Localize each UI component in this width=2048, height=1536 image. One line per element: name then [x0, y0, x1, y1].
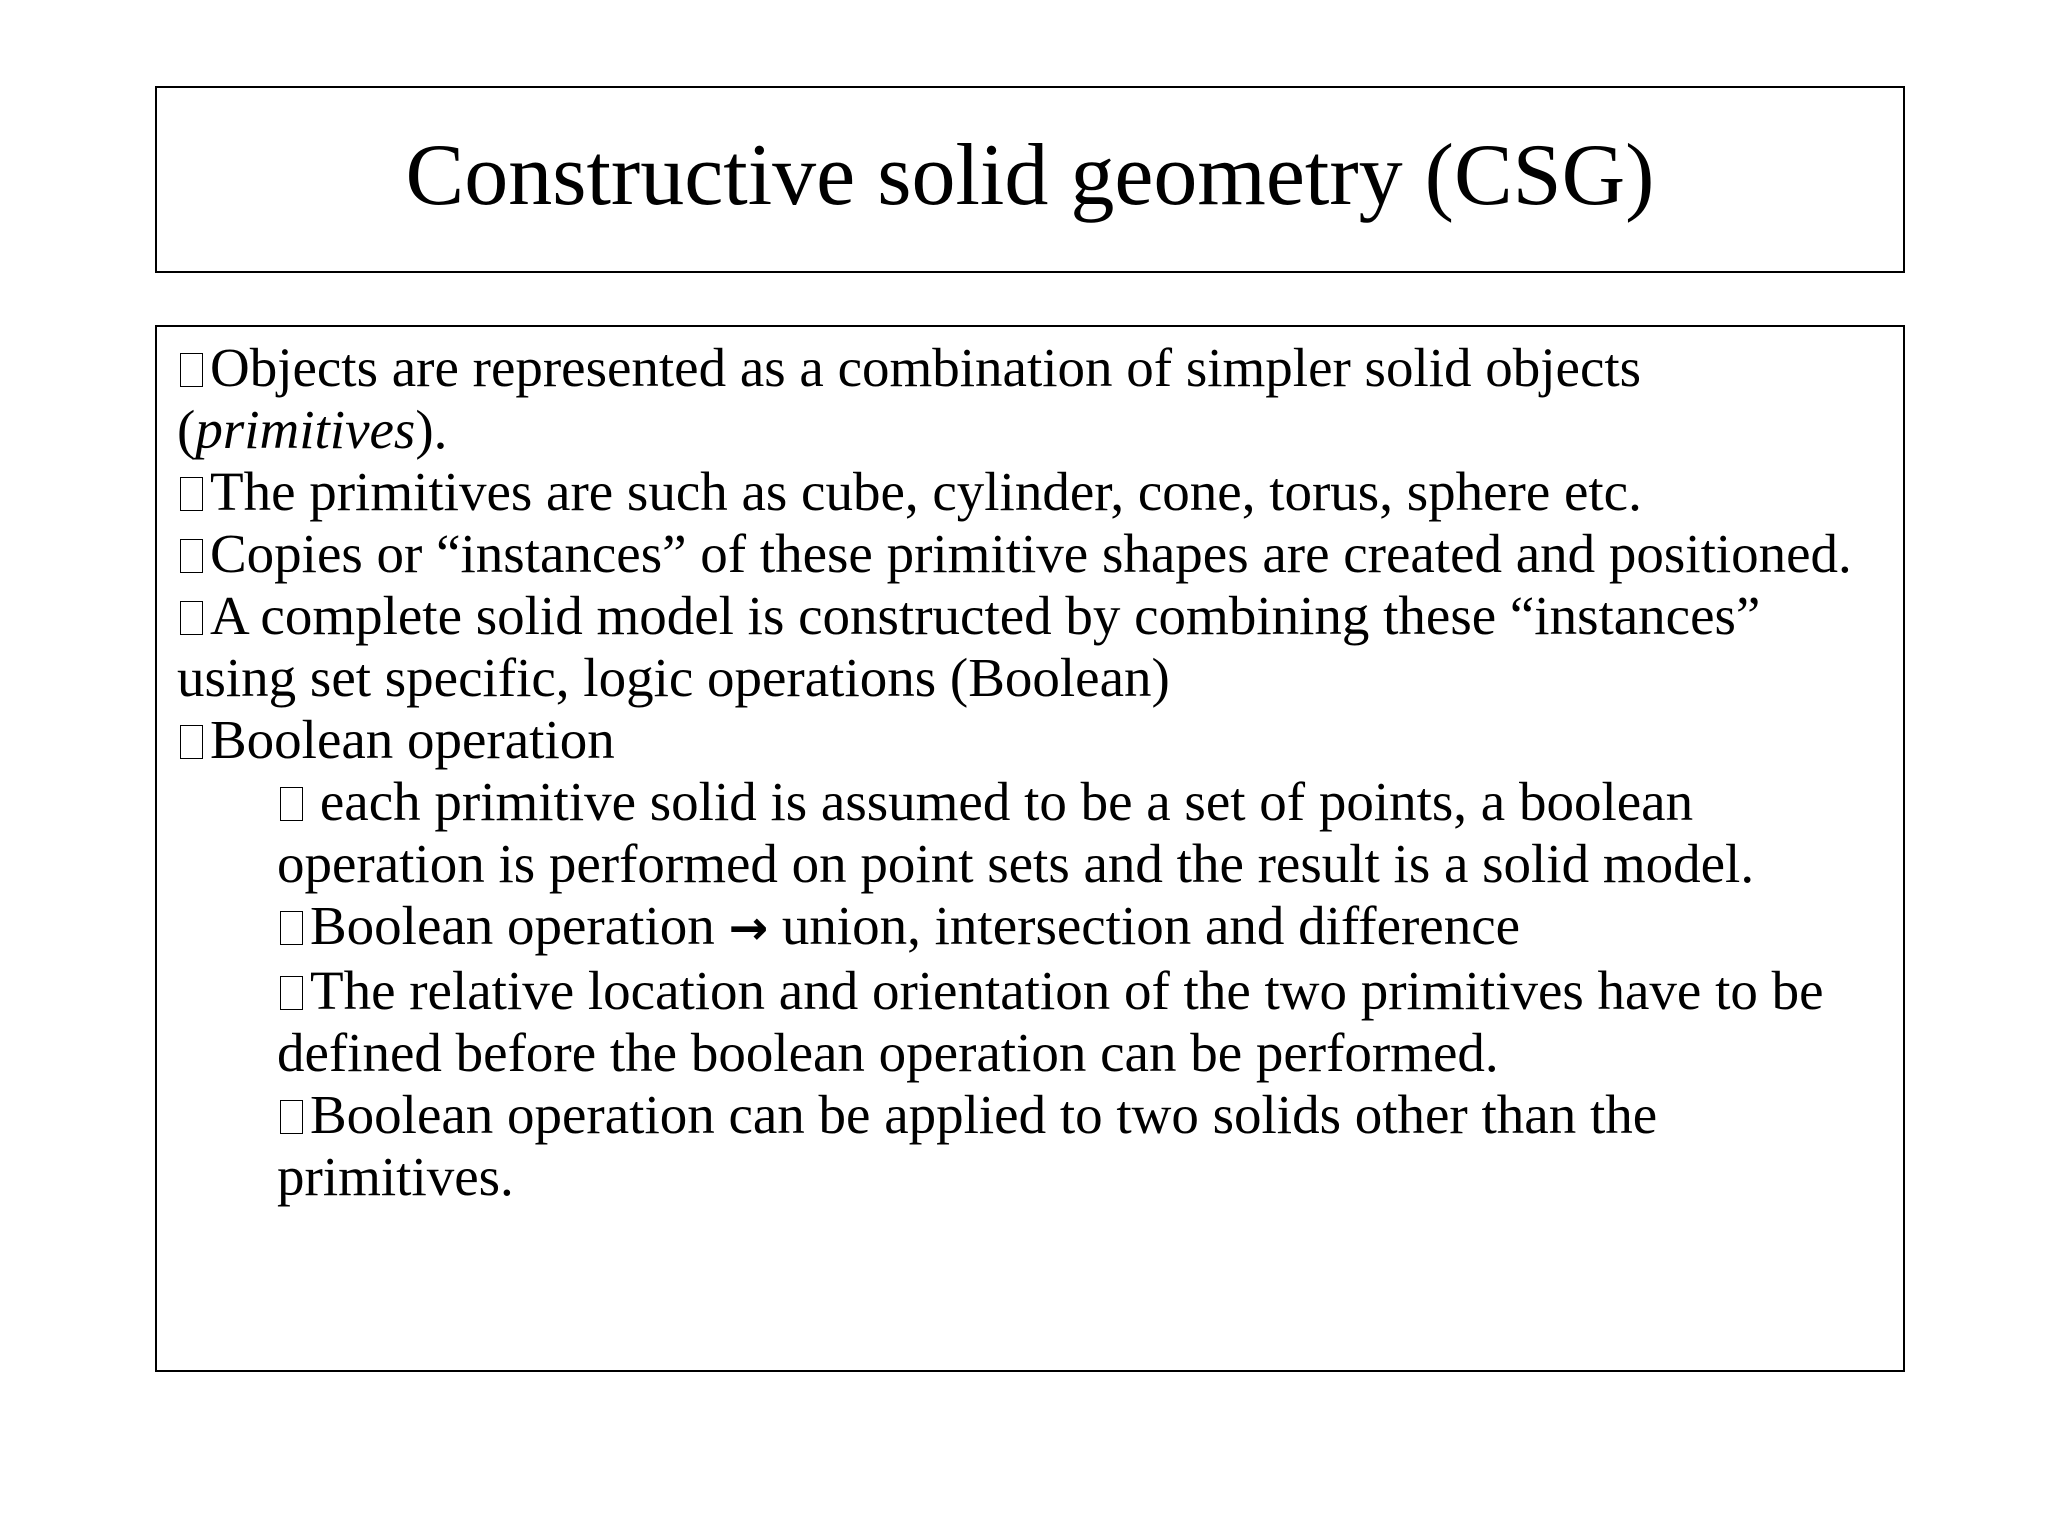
bullet-text: Boolean operation: [209, 709, 615, 770]
bullet-item-boolean-operation: [177, 709, 1882, 771]
square-bullet-icon: [180, 539, 203, 573]
bullet-item-complete-model: [177, 585, 1882, 709]
bullet-list: [177, 337, 1882, 1208]
bullet-item-primitives: [177, 461, 1882, 523]
sub-bullet-text-before: Boolean operation: [309, 895, 715, 956]
square-bullet-icon: [280, 1100, 303, 1134]
sub-bullet-item-point-sets: [177, 771, 1882, 895]
right-arrow-icon: →: [728, 901, 769, 956]
title-box: [155, 86, 1905, 273]
sub-bullet-text-after: union, intersection and difference: [781, 895, 1521, 956]
bullet-item-objects: [177, 337, 1882, 461]
square-bullet-icon: [180, 725, 203, 759]
sub-bullet-item-two-solids: [177, 1084, 1882, 1208]
sub-bullet-text: Boolean operation can be applied to two solids other than the primitives.: [277, 1084, 1658, 1207]
square-bullet-icon: [280, 911, 303, 945]
sub-bullet-text: each primitive solid is assumed to be a set of points, a boolean operation is performed on point sets and the result is a solid model.: [277, 771, 1755, 894]
bullet-text-close: ).: [415, 399, 448, 460]
content-box: [155, 325, 1905, 1372]
bullet-text: A complete solid model is constructed by combining these “instances” using set specific, logic operations (Boolean): [177, 585, 1761, 708]
bullet-text: Copies or “instances” of these primitive shapes are created and positioned.: [209, 523, 1852, 584]
square-bullet-icon: [280, 976, 303, 1010]
square-bullet-icon: [180, 601, 203, 635]
sub-bullet-item-union: [177, 895, 1882, 960]
square-bullet-icon: [180, 477, 203, 511]
bullet-item-copies: [177, 523, 1882, 585]
bullet-text: Objects are represented as a combination of simpler solid objects: [209, 337, 1642, 398]
slide-title: Constructive solid geometry (CSG): [405, 126, 1655, 224]
square-bullet-icon: [180, 353, 203, 387]
sub-bullet-item-location: [177, 960, 1882, 1084]
square-bullet-icon: [280, 787, 303, 821]
bullet-text-open-paren: (: [177, 399, 196, 460]
sub-bullet-text: The relative location and orientation of the two primitives have to be defined before the boolean operation can be performed.: [277, 960, 1824, 1083]
primitives-italic-word: primitives: [195, 399, 416, 460]
bullet-text: The primitives are such as cube, cylinder, cone, torus, sphere etc.: [209, 461, 1642, 522]
